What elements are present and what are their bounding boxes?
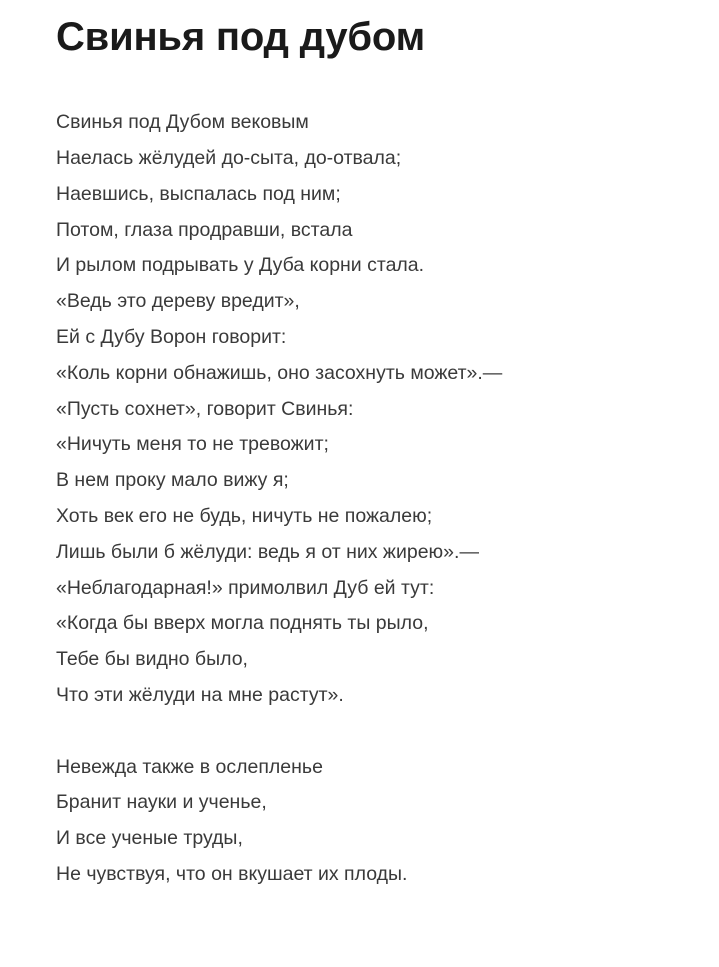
stanza xyxy=(56,750,679,893)
poem-line: «Коль корни обнажишь, оно засохнуть может».— xyxy=(56,361,503,384)
poem-line: Тебе бы видно было, xyxy=(56,648,248,671)
poem-line: Ей с Дубу Ворон говорит: xyxy=(56,325,287,348)
poem-line: Лишь были б жёлуди: ведь я от них жирею».— xyxy=(56,540,479,563)
poem-line: Не чувствуя, что он вкушает их плоды. xyxy=(56,862,408,885)
poem-line: В нем проку мало вижу я; xyxy=(56,469,289,492)
poem-line: И все ученые труды, xyxy=(56,827,243,850)
poem-line: Наелась жёлудей до-сыта, до-отвала; xyxy=(56,146,402,169)
poem-line: «Ведь это дереву вредит», xyxy=(56,290,300,313)
poem-line: Свинья под Дубом вековым xyxy=(56,111,309,134)
poem-line: Невежда также в ослепленье xyxy=(56,755,323,778)
stanza xyxy=(56,105,679,714)
page-title: Свинья под дубом xyxy=(56,15,425,59)
poem-body xyxy=(56,105,679,893)
poem-line: «Пусть сохнет», говорит Свинья: xyxy=(56,397,354,420)
poem-line: «Ничуть меня то не тревожит; xyxy=(56,433,329,456)
poem-line: Что эти жёлуди на мне растут». xyxy=(56,683,344,706)
poem-line: «Когда бы вверх могла поднять ты рыло, xyxy=(56,612,429,635)
poem-line: Хоть век его не будь, ничуть не пожалею; xyxy=(56,504,433,527)
poem-line: «Неблагодарная!» примолвил Дуб ей тут: xyxy=(56,576,435,599)
poem-line: Потом, глаза продравши, встала xyxy=(56,218,353,241)
poem-line: И рылом подрывать у Дуба корни стала. xyxy=(56,254,425,277)
poem-line: Бранит науки и ученье, xyxy=(56,791,267,814)
poem-line: Наевшись, выспалась под ним; xyxy=(56,182,341,205)
